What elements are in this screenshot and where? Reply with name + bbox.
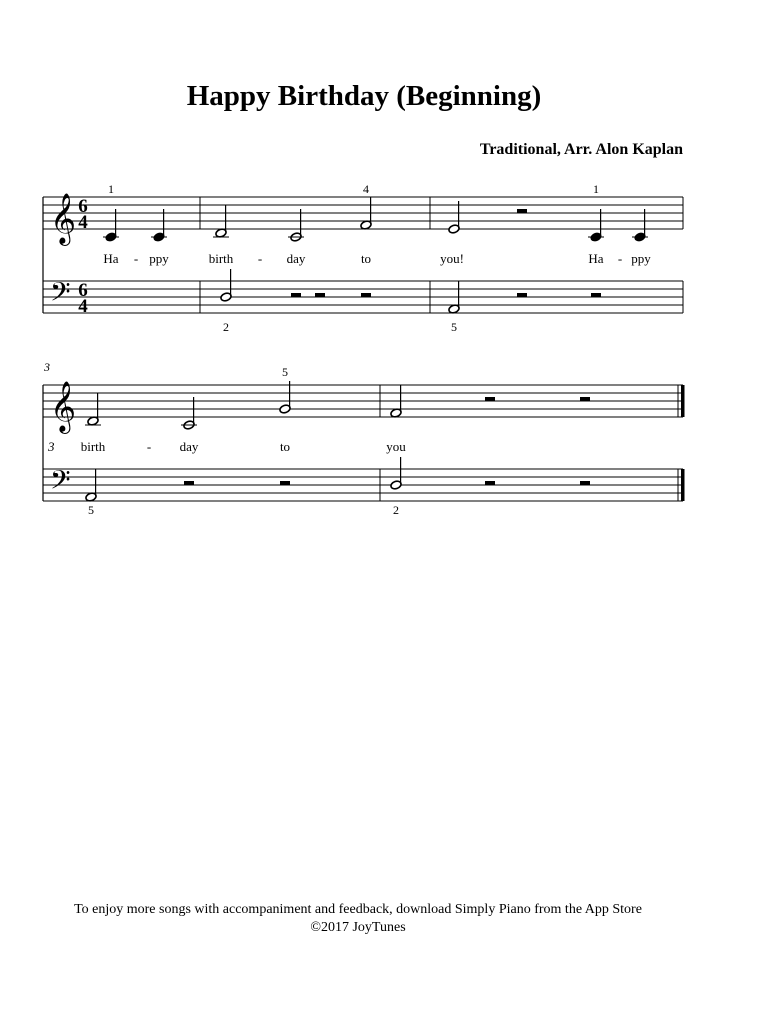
lyric-syllable: to <box>360 251 372 266</box>
treble-half-rest <box>485 397 495 401</box>
treble-half-rest <box>517 209 527 213</box>
treble-fingering: 1 <box>108 182 114 196</box>
bass-half-rest <box>291 293 301 297</box>
bass-fingering: 2 <box>393 503 399 517</box>
bass-half-rest <box>184 481 194 485</box>
lyric-syllable: birth <box>80 439 106 454</box>
final-barline-thick <box>681 469 685 501</box>
measure-number: 3 <box>44 360 50 374</box>
lyric-syllable: Ha <box>588 251 604 266</box>
lyric-syllable: - <box>617 251 623 266</box>
treble-time-sig-denominator: 4 <box>78 212 88 233</box>
bass-half-rest <box>280 481 290 485</box>
bass-fingering: 5 <box>451 320 457 334</box>
lyric-syllable: Ha <box>103 251 119 266</box>
treble-fingering: 4 <box>363 182 369 196</box>
bass-time-sig-denominator: 4 <box>78 296 88 317</box>
lyric-syllable: - <box>146 439 152 454</box>
treble-clef-icon: 𝄞 <box>50 381 77 432</box>
lyric-syllable: - <box>133 251 139 266</box>
song-title: Happy Birthday (Beginning) <box>186 80 542 112</box>
lyric-syllable: birth <box>208 251 234 266</box>
bass-fingering: 5 <box>88 503 94 517</box>
treble-half-rest <box>580 397 590 401</box>
bass-half-rest <box>315 293 325 297</box>
footer-promo-text: To enjoy more songs with accompaniment and feedback, download Simply Piano from the App Store <box>74 902 642 917</box>
lyric-syllable: ppy <box>631 251 651 266</box>
bass-half-rest <box>361 293 371 297</box>
lyric-syllable: to <box>279 439 291 454</box>
final-barline-thick <box>681 385 685 417</box>
bass-half-rest <box>485 481 495 485</box>
bass-fingering: 2 <box>223 320 229 334</box>
lyric-syllable: - <box>257 251 263 266</box>
bass-half-rest <box>517 293 527 297</box>
treble-clef-icon: 𝄞 <box>50 193 77 244</box>
lyric-syllable: ppy <box>149 251 169 266</box>
bass-clef-icon: 𝄢 <box>50 276 71 314</box>
bass-clef-icon: 𝄢 <box>50 464 71 502</box>
treble-fingering: 5 <box>282 365 288 379</box>
lyric-syllable: day <box>286 251 306 266</box>
composer-credit: Traditional, Arr. Alon Kaplan <box>479 141 683 158</box>
treble-time-sig-numerator: 6 <box>78 196 88 217</box>
bass-half-rest <box>580 481 590 485</box>
lyric-syllable: you <box>386 439 406 454</box>
lyric-measure-number: 3 <box>48 439 55 454</box>
bass-time-sig-numerator: 6 <box>78 280 88 301</box>
bass-half-rest <box>591 293 601 297</box>
footer-copyright: ©2017 JoyTunes <box>310 920 406 935</box>
lyric-syllable: day <box>179 439 199 454</box>
treble-fingering: 1 <box>593 182 599 196</box>
lyric-syllable: you! <box>440 251 464 266</box>
footer <box>0 901 716 937</box>
